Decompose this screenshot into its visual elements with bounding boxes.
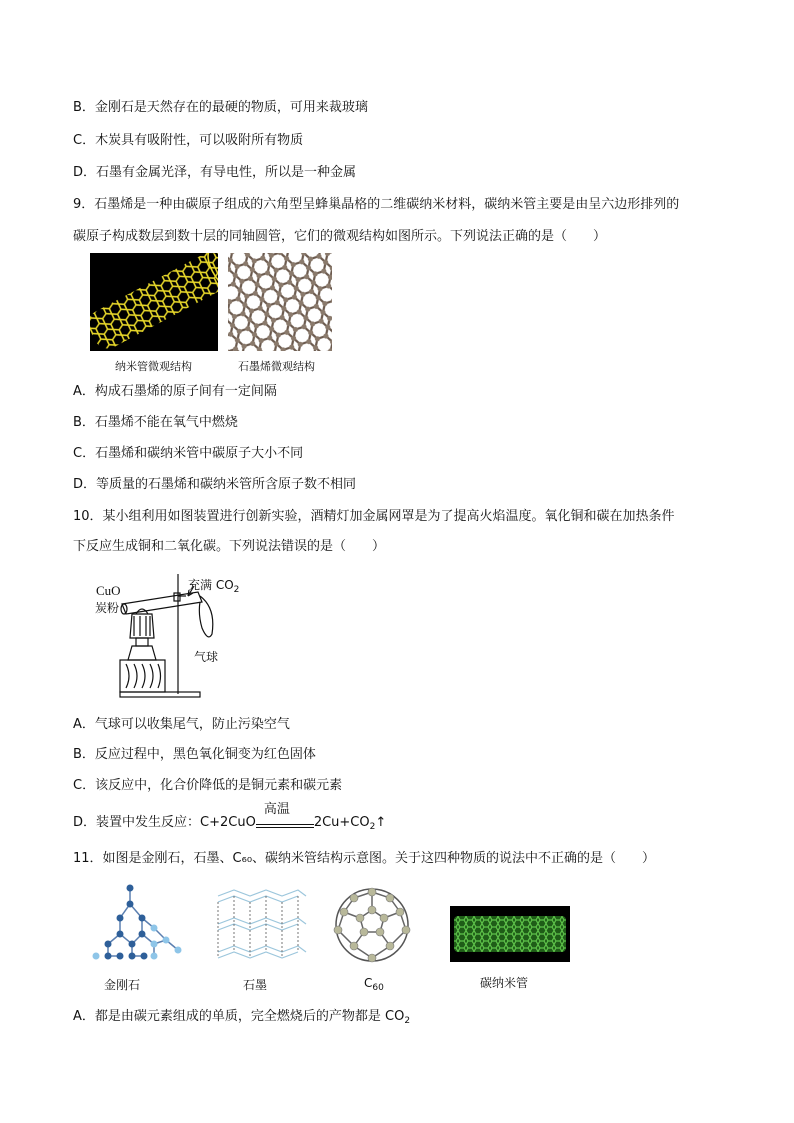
label-carbon-powder: 炭粉 bbox=[95, 601, 120, 615]
label-balloon: 气球 bbox=[194, 650, 219, 664]
q10-option-a: A．气球可以收集尾气，防止污染空气 bbox=[73, 717, 290, 732]
q9-option-c: C．石墨烯和碳纳米管中碳原子大小不同 bbox=[73, 446, 304, 461]
q9-stem-line1: 9．石墨烯是一种由碳原子组成的六角型呈蜂巢晶格的二维碳纳米材料，碳纳米管主要是由呈六边形排列的 bbox=[73, 197, 680, 212]
nanotube-image bbox=[90, 253, 218, 351]
caption-graphene-structure: 石墨烯微观结构 bbox=[238, 360, 315, 373]
label-cuo: CuO bbox=[96, 583, 121, 598]
caption-diamond: 金刚石 bbox=[104, 978, 141, 992]
label-filled-co2: 充满 $CO_2$ bbox=[188, 578, 240, 595]
diamond-structure-image bbox=[92, 884, 188, 966]
q10-option-b: B．反应过程中，黑色氧化铜变为红色固体 bbox=[73, 747, 316, 762]
q8-option-d: D．石墨有金属光泽，有导电性，所以是一种金属 bbox=[73, 165, 357, 180]
caption-c60: $C_{60}$ bbox=[364, 976, 384, 993]
q11-option-a: A．都是由碳元素组成的单质，完全燃烧后的产物都是 $CO_2$ bbox=[73, 1009, 411, 1026]
q9-stem-line2: 碳原子构成数层到数十层的同轴圆管，它们的微观结构如图所示。下列说法正确的是（ ） bbox=[73, 229, 607, 244]
q11-stem: 11．如图是金刚石，石墨、C₆₀、碳纳米管结构示意图。关于这四种物质的说法中不正确的是（ ） bbox=[73, 851, 656, 866]
q9-option-b: B．石墨烯不能在氧气中燃烧 bbox=[73, 415, 238, 430]
caption-graphite: 石墨 bbox=[243, 978, 268, 992]
caption-nanotube-structure: 纳米管微观结构 bbox=[115, 360, 192, 373]
graphite-structure-image bbox=[214, 886, 310, 966]
graphene-image bbox=[228, 253, 332, 351]
carbon-nanotube-image bbox=[450, 906, 570, 962]
q10-option-d: D．装置中发生反应：C+2CuO 高温 $2Cu+CO_2↑$ bbox=[73, 802, 387, 832]
q9-option-a: A．构成石墨烯的原子间有一定间隔 bbox=[73, 384, 277, 399]
q10-stem-line2: 下反应生成铜和二氧化碳。下列说法错误的是（ ） bbox=[73, 539, 386, 554]
caption-carbon-nanotube: 碳纳米管 bbox=[480, 976, 529, 990]
q8-option-b: B．金刚石是天然存在的最硬的物质，可用来裁玻璃 bbox=[73, 100, 368, 115]
q9-option-d: D．等质量的石墨烯和碳纳米管所含原子数不相同 bbox=[73, 477, 357, 492]
q10-option-c: C．该反应中，化合价降低的是铜元素和碳元素 bbox=[73, 778, 343, 793]
q10-stem-line1: 10．某小组利用如图装置进行创新实验，酒精灯加金属网罩是为了提高火焰温度。氧化铜和碳在加热条件 bbox=[73, 509, 675, 524]
reaction-condition: 高温 bbox=[256, 814, 314, 832]
q8-option-c: C．木炭具有吸附性，可以吸附所有物质 bbox=[73, 133, 304, 148]
c60-structure-image bbox=[330, 884, 414, 966]
